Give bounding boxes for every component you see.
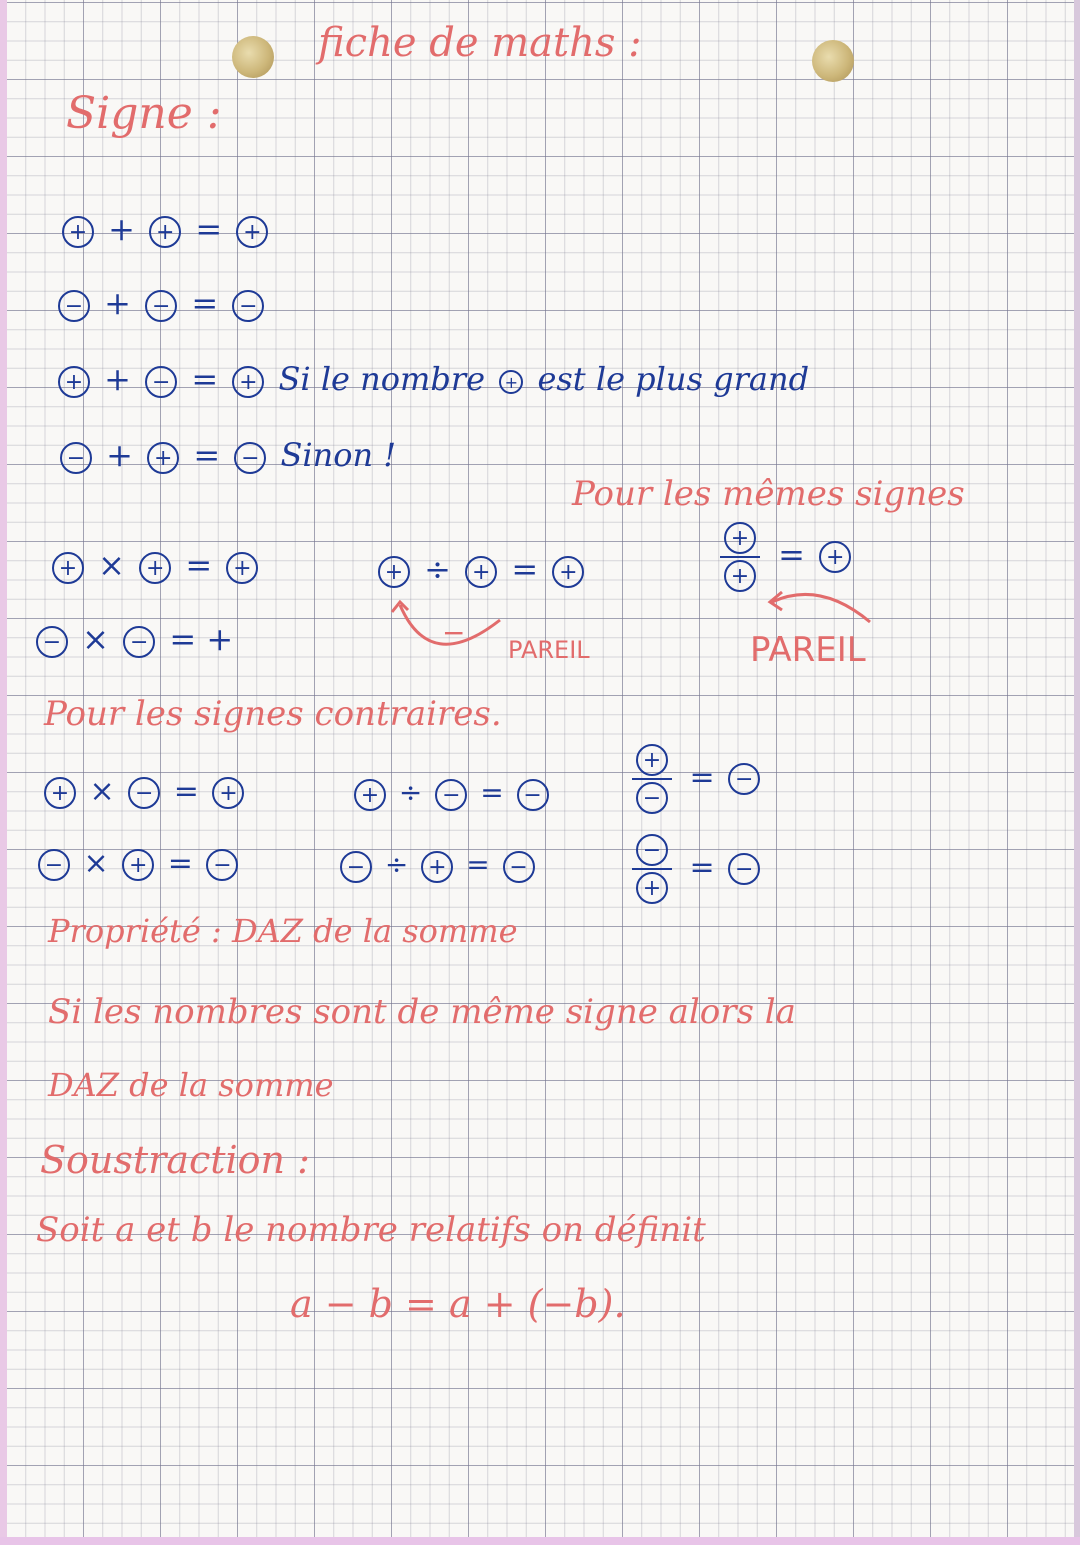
equals: =: [195, 210, 223, 248]
same-signs-heading: Pour les mêmes signes: [572, 474, 965, 514]
sign-circle: +: [354, 779, 386, 811]
addition-rule-4: [56, 436, 396, 474]
div-opp-rule-2: [336, 848, 539, 883]
sign-circle: +: [139, 552, 171, 584]
rule-note: est le plus grand: [537, 360, 810, 398]
operator: +: [106, 436, 133, 474]
mult-same-rule-2: [32, 620, 233, 658]
rule-note: Si le nombre: [278, 360, 486, 398]
frac-opp-rule-2: [624, 834, 764, 904]
sign-circle: −: [123, 626, 155, 658]
operator: ×: [82, 620, 109, 658]
note-sign-circle: +: [499, 370, 523, 394]
numerator-sign-circle: +: [724, 522, 756, 554]
equals: =: [511, 550, 539, 588]
opposite-signs-heading: Pour les signes contraires.: [44, 694, 502, 734]
equals: =: [193, 436, 221, 474]
sign-circle: +: [62, 216, 94, 248]
pareil-label-fraction: PAREIL: [750, 630, 866, 670]
div-same-rule: [374, 550, 588, 588]
sign-circle: +: [44, 777, 76, 809]
addition-rule-3: [54, 360, 809, 398]
numerator-sign-circle: +: [636, 744, 668, 776]
soustraction-text: Soit a et b le nombre relatifs on définit: [36, 1210, 706, 1250]
sign-circle: −: [60, 442, 92, 474]
denominator-sign-circle: +: [636, 872, 668, 904]
sign-circle: −: [145, 290, 177, 322]
mult-opp-rule-1: [40, 774, 248, 809]
result-sign-circle: +: [212, 777, 244, 809]
sign-circle: +: [147, 442, 179, 474]
operator: ÷: [384, 848, 409, 881]
fraction-arc: [760, 590, 880, 630]
sign-circle: −: [435, 779, 467, 811]
sign-circle: +: [421, 851, 453, 883]
equals: =: [191, 360, 219, 398]
result-sign-circle: +: [232, 366, 264, 398]
soustraction-heading: Soustraction :: [40, 1138, 310, 1182]
numerator-sign-circle: −: [636, 834, 668, 866]
result-sign-circle: −: [728, 853, 760, 885]
result-sign-circle: +: [236, 216, 268, 248]
mult-opp-rule-2: [34, 846, 242, 881]
equals: =: [466, 848, 490, 881]
operator: +: [108, 210, 135, 248]
sign-circle: −: [38, 849, 70, 881]
fraction-bar: [720, 556, 760, 558]
rule-note: Sinon !: [280, 436, 397, 474]
sign-circle: +: [149, 216, 181, 248]
result-sign-circle: −: [503, 851, 535, 883]
frac-opp-rule-1: [624, 744, 764, 814]
equals: =: [778, 535, 805, 574]
result-sign-circle: +: [819, 541, 851, 573]
sign-circle: −: [36, 626, 68, 658]
result-sign-circle: +: [552, 556, 584, 588]
signe-heading: Signe :: [66, 88, 222, 139]
equals: =: [167, 846, 193, 881]
fraction: [632, 834, 672, 904]
soustraction-formula: a − b = a + (−b).: [290, 1282, 626, 1326]
operator: ×: [98, 546, 125, 584]
equals: =: [480, 776, 504, 809]
operator: ÷: [424, 550, 451, 588]
equals: =: [191, 284, 219, 322]
equals: =: [169, 620, 197, 658]
result-sign-circle: −: [206, 849, 238, 881]
page-bottom-edge: [0, 1537, 1080, 1545]
frac-same-rule: [712, 522, 855, 592]
propriete-text-1: Si les nombres sont de même signe alors la: [48, 992, 796, 1032]
operator: ×: [89, 774, 115, 809]
propriete-line: Propriété : DAZ de la somme: [48, 912, 518, 950]
operator: +: [104, 284, 131, 322]
operator: ×: [83, 846, 109, 881]
sign-circle: +: [122, 849, 154, 881]
page-left-edge: [0, 0, 7, 1545]
denominator-sign-circle: +: [724, 560, 756, 592]
sign-circle: +: [58, 366, 90, 398]
equals: =: [185, 546, 213, 584]
binder-hole-right: [812, 40, 854, 82]
fraction-bar: [632, 778, 672, 780]
operator: +: [104, 360, 131, 398]
equals: =: [173, 774, 199, 809]
operator: ÷: [398, 776, 423, 809]
pareil-label-division: PAREIL: [508, 636, 590, 664]
propriete-text-2: DAZ de la somme: [48, 1066, 334, 1104]
arc-minus-label: −: [442, 616, 466, 649]
sign-circle: +: [378, 556, 410, 588]
fraction-bar: [632, 868, 672, 870]
addition-rule-2: [54, 284, 268, 322]
sign-circle: −: [58, 290, 90, 322]
sign-circle: +: [465, 556, 497, 588]
result-sign: +: [206, 620, 234, 658]
equals: =: [689, 850, 715, 885]
equals: =: [689, 760, 715, 795]
sign-circle: +: [52, 552, 84, 584]
sign-circle: −: [145, 366, 177, 398]
addition-rule-1: [58, 210, 272, 248]
page-title: fiche de maths :: [318, 20, 642, 66]
page-right-edge: [1074, 0, 1080, 1545]
result-sign-circle: −: [234, 442, 266, 474]
div-opp-rule-1: [350, 776, 553, 811]
sign-circle: −: [128, 777, 160, 809]
result-sign-circle: −: [728, 763, 760, 795]
denominator-sign-circle: −: [636, 782, 668, 814]
fraction: [632, 744, 672, 814]
binder-hole-left: [232, 36, 274, 78]
result-sign-circle: −: [517, 779, 549, 811]
result-sign-circle: +: [226, 552, 258, 584]
fraction: [720, 522, 760, 592]
result-sign-circle: −: [232, 290, 264, 322]
mult-same-rule-1: [48, 546, 262, 584]
sign-circle: −: [340, 851, 372, 883]
